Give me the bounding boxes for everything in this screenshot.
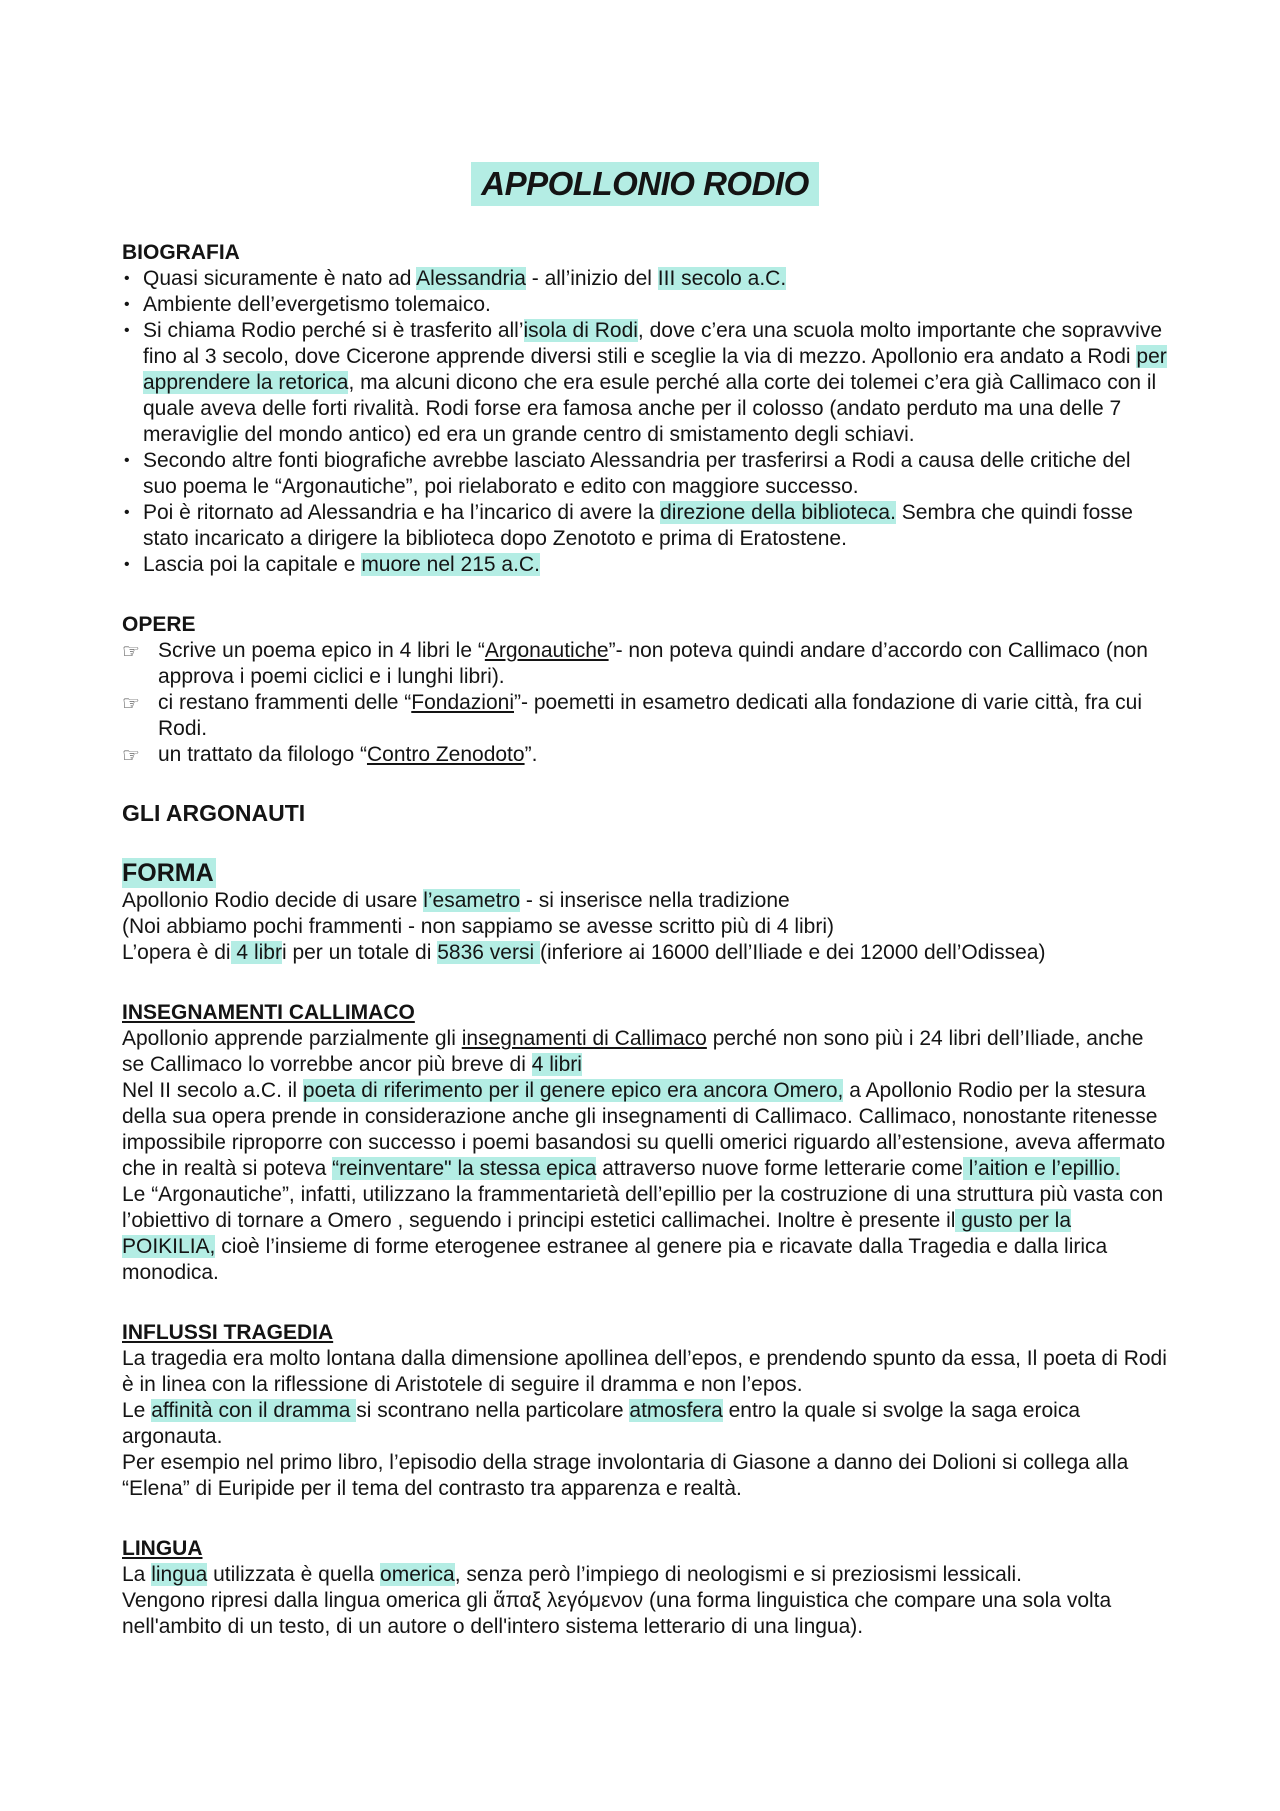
paragraph [122,1346,1168,1398]
highlight: 5836 versi [437,941,540,964]
text: Si chiama Rodio perché si è trasferito all’ [143,319,524,342]
text: Poi è ritornato ad Alessandria e ha l’incarico di avere la [143,501,661,524]
title-wrap [122,162,1168,206]
section-heading-forma: FORMA [122,859,214,887]
section-heading-lingua: LINGUA [122,1537,203,1560]
text: L’opera è di [122,941,231,964]
text: La tragedia era molto lontana dalla dimensione apollinea dell’epos, e prendendo spunto da essa, Il poeta di Rodi è in linea con la riflessione di Aristotele di seguire il dramma e non l’epos. [122,1347,1167,1396]
list-item [122,448,1168,500]
text: , senza però l’impiego di neologismi e si preziosismi lessicali. [454,1563,1022,1586]
highlight: l’esametro [423,889,521,912]
text: Vengono ripresi dalla lingua omerica gli ἅπαξ λεγόμενον (una forma linguistica che compare una sola volta nell'ambito di un testo, di un autore o dell'intero sistema letterario di una lingua). [122,1589,1112,1638]
highlight: 4 libr [230,941,282,964]
section-influssi [122,1320,1168,1502]
highlight: per apprendere la retorica [143,345,1167,394]
paragraph [122,1450,1168,1502]
text: Le “Argonautiche”, infatti, utilizzano la frammentarietà dell’epillio per la costruzione di una struttura più vasta con l’obiettivo di tornare a Omero , seguendo i principi estetici callimachei. Inoltre è presente il [122,1183,1164,1232]
text: Apollonio apprende parzialmente gli [122,1027,462,1050]
page-title: APPOLLONIO RODIO [471,162,819,206]
list-item [122,266,1168,292]
text: Per esempio nel primo libro, l’episodio della strage involontaria di Giasone a danno dei Dolioni si collega alla “Elena” di Euripide per il tema del contrasto tra apparenza e realtà. [122,1451,1129,1500]
spacer [122,1502,1168,1536]
highlight: 4 libri [531,1053,582,1076]
list-item [122,638,1168,690]
text: cioè l’insieme di forme eterogenee estranee al genere pia e ricavate dalla Tragedia e dalla lirica monodica. [122,1235,1108,1284]
highlight: Alessandria [416,267,526,290]
section-insegnamenti [122,1000,1168,1286]
underlined-title: Contro Zenodoto [366,743,525,766]
text: Apollonio Rodio decide di usare [122,889,424,912]
list-item [122,292,1168,318]
highlight: l’aition e l’epillio. [962,1157,1121,1180]
highlight: poeta di riferimento per il genere epico era ancora Omero, [302,1079,844,1102]
section-opere [122,612,1168,768]
highlight: omerica [380,1563,455,1586]
opere-list [122,638,1168,768]
spacer [122,828,1168,858]
paragraph [122,1026,1168,1078]
section-lingua [122,1536,1168,1640]
text: perché non sono più i 24 libri dell’Iliade, anche se Callimaco lo vorrebbe ancor più breve di [122,1027,1144,1076]
highlight: gusto per la POIKILIA, [122,1209,1071,1258]
underlined-text: insegnamenti di Callimaco [461,1027,707,1050]
text: , ma alcuni dicono che era esule perché alla corte dei tolemei c’era già Callimaco con il quale aveva delle forti rivalità. Rodi forse era famosa anche per il colosso (andato perduto ma una delle 7 meraviglie del mondo antico) ed era un grande centro di smistamento degli schiavi. [143,371,1157,446]
paragraph [122,1182,1168,1286]
list-item [122,552,1168,578]
text: (inferiore ai 16000 dell’Iliade e dei 12000 dell’Odissea) [539,941,1046,964]
section-heading-opere: OPERE [122,613,196,636]
paragraph [122,1588,1168,1640]
highlight: III secolo a.C. [657,267,787,290]
highlight: “reinventare" la stessa epica [332,1157,597,1180]
hand-pointer-icon: ☞ [122,641,140,663]
text: a Apollonio Rodio per la stesura della sua opera prende in considerazione anche gli insegnamenti di Callimaco. Callimaco, nonostante ritenesse impossibile riproporre con successo i poemi basandosi su quelli omerici riguardo all’estensione, aveva affermato che in realtà si poteva [122,1079,1166,1180]
text: un trattato da filologo “ [158,743,367,766]
text: utilizzata è quella [207,1563,381,1586]
highlight: isola di Rodi [523,319,638,342]
text: - all’inizio del [525,267,658,290]
text: Scrive un poema epico in 4 libri le “ [158,639,485,662]
text: , dove c’era una scuola molto importante che sopravvive fino al 3 secolo, dove Cicerone apprende diversi stili e sceglie la via di mezzo. Apollonio era andato a Rodi [143,319,1163,368]
spacer [122,966,1168,1000]
paragraph [122,1398,1168,1450]
text: ci restano frammenti delle “ [158,691,412,714]
text: entro la quale si svolge la saga eroica argonauta. [122,1399,1080,1448]
text: Secondo altre fonti biografiche avrebbe lasciato Alessandria per trasferirsi a Rodi a causa delle critiche del suo poema le “Argonautiche”, poi rielaborato e edito con maggiore successo. [143,449,1131,498]
text: ”- poemetti in esametro dedicati alla fondazione di varie città, fra cui Rodi. [158,691,1142,740]
spacer [122,578,1168,612]
text: i per un totale di [281,941,438,964]
highlight: lingua [151,1563,208,1586]
section-heading-influssi: INFLUSSI TRAGEDIA [122,1321,334,1344]
list-item [122,318,1168,448]
section-biografia [122,240,1168,578]
highlight: muore nel 215 a.C. [361,553,540,576]
text: - si inserisce nella tradizione [520,889,790,912]
text: Lascia poi la capitale e [143,553,362,576]
paragraph [122,1562,1168,1588]
highlight: affinità con il dramma [151,1399,357,1422]
paragraph [122,914,1168,940]
spacer [122,768,1168,798]
text: Le [122,1399,152,1422]
section-heading-biografia: BIOGRAFIA [122,241,240,264]
text: Nel II secolo a.C. il [122,1079,303,1102]
text: ”- non poteva quindi andare d’accordo con Callimaco (non approva i poemi ciclici e i lunghi libri). [158,639,1148,688]
paragraph [122,940,1168,966]
section-heading-insegnamenti: INSEGNAMENTI CALLIMACO [122,1001,415,1024]
text: Ambiente dell’evergetismo tolemaico. [143,293,491,316]
paragraph [122,1078,1168,1182]
list-item [122,690,1168,742]
hand-pointer-icon: ☞ [122,693,140,715]
list-item [122,500,1168,552]
text: Quasi sicuramente è nato ad [143,267,417,290]
paragraph [122,888,1168,914]
text: ”. [524,743,538,766]
underlined-title: Fondazioni [411,691,514,714]
section-heading-argonauti: GLI ARGONAUTI [122,800,306,826]
spacer [122,1286,1168,1320]
underlined-title: Argonautiche [484,639,609,662]
text: Sembra che quindi fosse stato incaricato a dirigere la biblioteca dopo Zenototo e prima di Eratostene. [143,501,1133,550]
section-forma [122,858,1168,966]
text: (Noi abbiamo pochi frammenti - non sappiamo se avesse scritto più di 4 libri) [122,915,834,938]
text: La [122,1563,152,1586]
highlight: direzione della biblioteca. [660,501,896,524]
highlight: atmosfera [629,1399,723,1422]
text: attraverso nuove forme letterarie come [596,1157,963,1180]
hand-pointer-icon: ☞ [122,745,140,767]
biografia-list [122,266,1168,578]
text: si scontrano nella particolare [356,1399,630,1422]
list-item [122,742,1168,768]
